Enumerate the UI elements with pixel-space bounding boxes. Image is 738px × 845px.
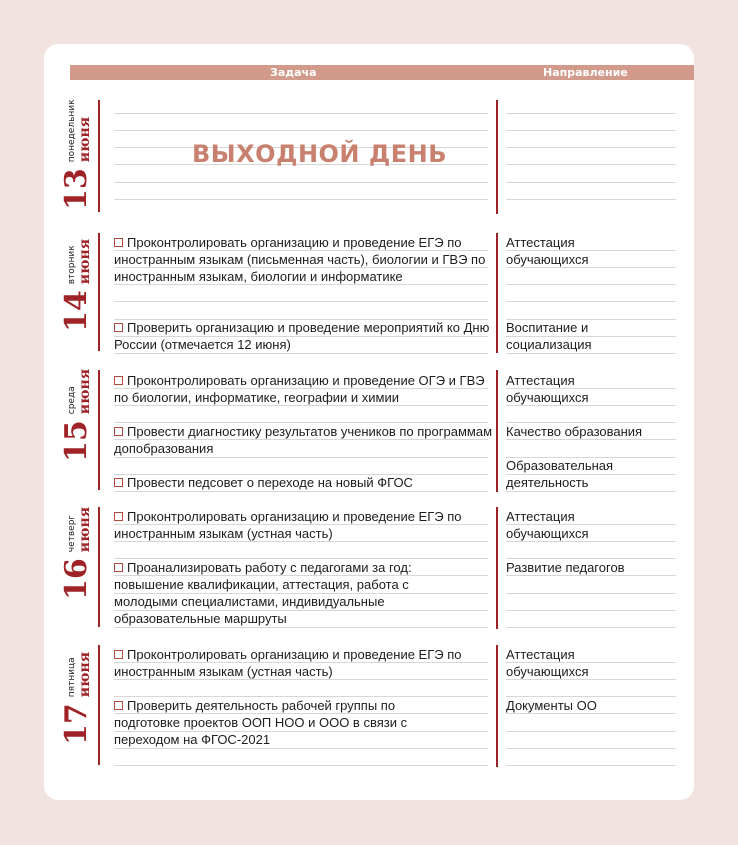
task-item [114, 697, 464, 748]
day-number: 14 [59, 290, 94, 332]
checkbox[interactable] [114, 376, 123, 385]
task-direction: Образовательная деятельность [506, 458, 614, 490]
task-item [114, 319, 494, 353]
checkbox[interactable] [114, 512, 123, 521]
day-16-bar [98, 507, 100, 627]
day-number: 13 [59, 168, 94, 210]
task-item [114, 372, 494, 406]
ruled-line [114, 130, 488, 131]
month: июня [77, 368, 93, 415]
task-direction: Аттестация обучающихся [506, 509, 589, 541]
weekday: вторник [67, 245, 77, 285]
task-text: Проверить организацию и проведение мероприятий ко Дню России (отмечается 12 июня) [114, 320, 490, 352]
ruled-line [506, 748, 676, 749]
day-number: 16 [59, 558, 94, 600]
checkbox[interactable] [114, 323, 123, 332]
day-13-bar [98, 100, 100, 212]
checkbox[interactable] [114, 238, 123, 247]
task-direction: Качество образования [506, 424, 643, 439]
header-task: Задача [270, 66, 317, 79]
ruled-line [114, 353, 488, 354]
column-separator [496, 233, 498, 353]
day-number: 17 [59, 703, 94, 745]
task-item [114, 508, 494, 542]
task-text: Проанализировать работу с педагогами за год: повышение квалификации, аттестация, работа с молодыми специалистами, индивидуальные образовательные маршруты [114, 560, 412, 626]
ruled-line [114, 627, 488, 628]
task-text: Проконтролировать организацию и проведение ЕГЭ по иностранным языкам (письменная часть), биологии и ГВЭ по иностранным языкам, биологии и информатике [114, 235, 486, 284]
column-separator [496, 100, 498, 214]
header-direction: Направление [543, 66, 628, 79]
checkbox[interactable] [114, 563, 123, 572]
month: июня [77, 116, 93, 163]
ruled-line [506, 610, 676, 611]
task-direction: Аттестация обучающихся [506, 373, 589, 405]
task-text: Проконтролировать организацию и проведение ЕГЭ по иностранным языкам (устная часть) [114, 509, 462, 541]
task-direction: Аттестация обучающихся [506, 647, 589, 679]
checkbox[interactable] [114, 478, 123, 487]
ruled-line [506, 491, 676, 492]
ruled-line [506, 199, 676, 200]
weekday: среда [67, 386, 77, 415]
task-item [114, 559, 474, 627]
month: июня [77, 506, 93, 553]
ruled-line [506, 164, 676, 165]
checkbox[interactable] [114, 650, 123, 659]
task-text: Проконтролировать организацию и проведение ОГЭ и ГВЭ по биологии, информатике, географии и химии [114, 373, 485, 405]
ruled-line [506, 353, 676, 354]
ruled-line [506, 627, 676, 628]
day-17-bar [98, 645, 100, 765]
ruled-line [506, 731, 676, 732]
checkbox[interactable] [114, 427, 123, 436]
ruled-line [114, 113, 488, 114]
day-15-bar [98, 370, 100, 490]
task-item [114, 423, 494, 457]
weekday: четверг [67, 514, 77, 553]
task-direction: Аттестация обучающихся [506, 235, 589, 267]
ruled-line [114, 182, 488, 183]
month: июня [77, 238, 93, 285]
task-item [114, 234, 494, 285]
task-direction: Развитие педагогов [506, 560, 625, 575]
column-separator [496, 370, 498, 492]
task-text: Провести диагностику результатов учеников по программам допобразования [114, 424, 493, 456]
ruled-line [506, 130, 676, 131]
task-text: Провести педсовет о переходе на новый ФГОС [127, 475, 413, 490]
task-direction: Документы ОО [506, 698, 597, 713]
ruled-line [506, 284, 676, 285]
task-text: Проверить деятельность рабочей группы по подготовке проектов ООП НОО и ООО в связи с переходом на ФГОС-2021 [114, 698, 408, 747]
ruled-line [114, 301, 488, 302]
ruled-line [506, 765, 676, 766]
weekday: понедельник [67, 99, 77, 163]
weekday: пятница [67, 657, 77, 698]
column-separator [496, 645, 498, 767]
ruled-line [506, 182, 676, 183]
task-direction: Воспитание и социализация [506, 320, 592, 352]
day-number: 15 [59, 420, 94, 462]
ruled-line [114, 457, 488, 458]
task-item [114, 474, 494, 491]
ruled-line [506, 593, 676, 594]
ruled-line [114, 491, 488, 492]
task-text: Проконтролировать организацию и проведение ЕГЭ по иностранным языкам (устная часть) [114, 647, 462, 679]
column-separator [496, 507, 498, 629]
task-item [114, 646, 494, 680]
checkbox[interactable] [114, 701, 123, 710]
month: июня [77, 651, 93, 698]
ruled-line [114, 765, 488, 766]
day-14-bar [98, 233, 100, 351]
ruled-line [506, 301, 676, 302]
ruled-line [114, 748, 488, 749]
ruled-line [506, 147, 676, 148]
ruled-line [506, 113, 676, 114]
ruled-line [114, 199, 488, 200]
day-off-label: ВЫХОДНОЙ ДЕНЬ [192, 140, 448, 168]
table-header [70, 65, 694, 80]
